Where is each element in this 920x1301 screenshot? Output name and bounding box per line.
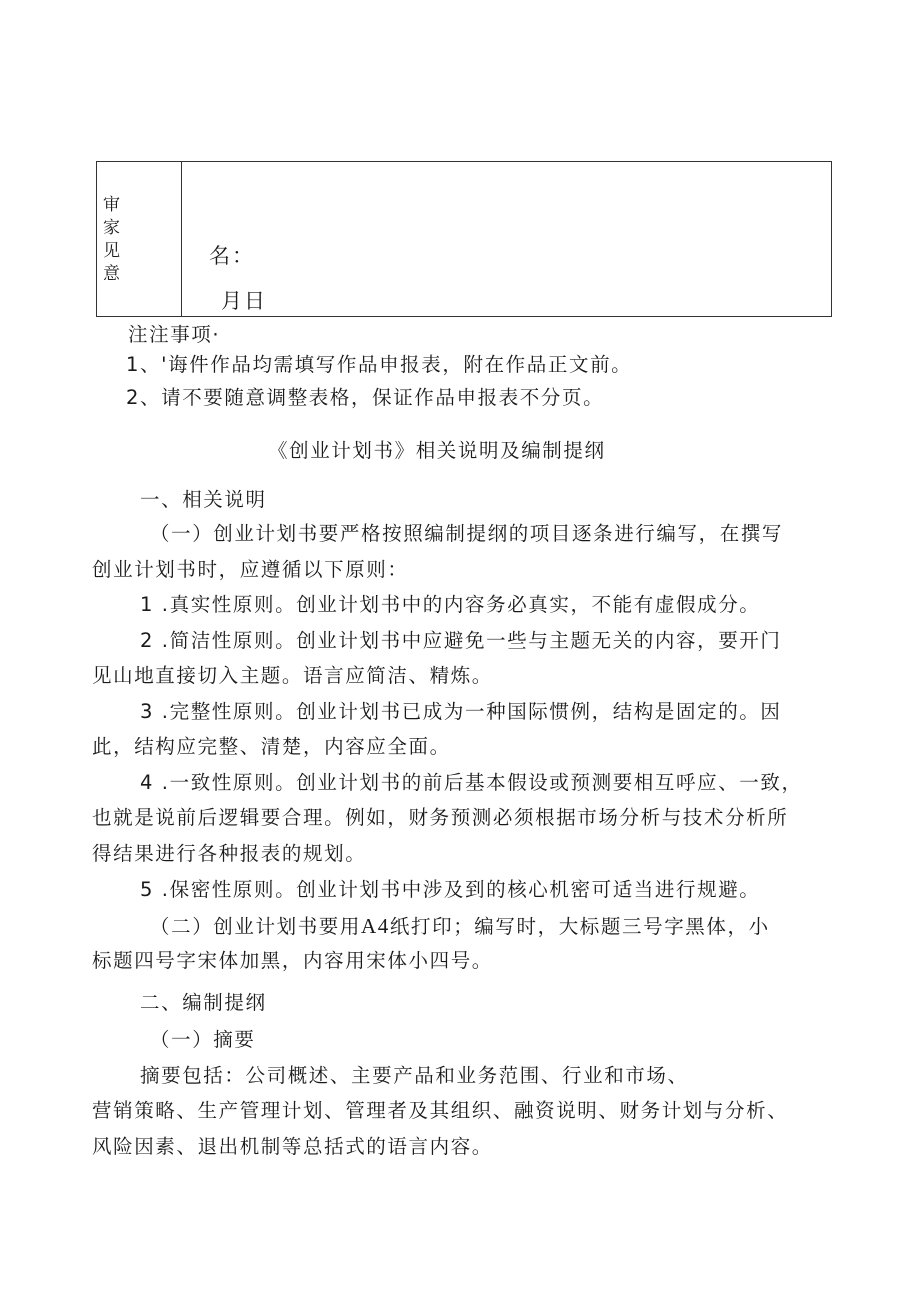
principle-3-line2: 此，结构应完整、清楚，内容应全面。 (92, 735, 451, 758)
para2-line2: 标题四号字宋体加黑，内容用宋体小四号。 (92, 949, 493, 972)
principle-4-line3: 得结果进行各种报表的规划。 (92, 842, 367, 865)
para2-rest: 纸打印；编写时，大标题三号字黑体，小 (389, 915, 770, 938)
summary-line1: 摘要包括：公司概述、主要产品和业务范围、行业和市场、 (140, 1064, 689, 1087)
note-item-2: 2、请不要随意调整表格，保证作品申报表不分页。 (126, 386, 605, 409)
principle-3-line1: 3 .完整性原则。创业计划书已成为一种国际惯例，结构是固定的。因 (140, 700, 782, 723)
principle-2-line2: 见山地直接切入主题。语言应简洁、精炼。 (92, 664, 493, 687)
date-line: 月日 (221, 289, 267, 313)
section2-heading: 二、编制提纲 (140, 991, 267, 1014)
para1-line2: 创业计划书时，应遵循以下原则： (92, 558, 409, 581)
principle-5: 5 .保密性原则。创业计划书中涉及到的核心机密可适当进行规避。 (140, 878, 761, 901)
summary-line2: 营销策略、生产管理计划、管理者及其组织、融资说明、财务计划与分析、 (92, 1099, 789, 1122)
principle-4-line1: 4 .一致性原则。创业计划书的前后基本假设或预测要相互呼应、一致， (140, 771, 803, 794)
para2-a4: A4 (361, 914, 390, 938)
signature-line: 名： (209, 244, 255, 268)
principle-4-line2: 也就是说前后逻辑要合理。例如，财务预测必须根据市场分析与技术分析所 (92, 806, 789, 829)
notes-heading: 注注事项· (128, 323, 221, 346)
summary-line3: 风险因素、退出机制等总括式的语言内容。 (92, 1135, 493, 1158)
section1-heading: 一、相关说明 (140, 488, 267, 511)
para2-line1 (150, 913, 770, 940)
principle-2-line1: 2 .简洁性原则。创业计划书中应避免一些与主题无关的内容，要开门 (140, 629, 782, 652)
note-item-1: 1、'诲件作品均需填写作品申报表，附在作品正文前。 (126, 353, 633, 376)
review-label-cell (97, 162, 182, 316)
principle-1: 1 .真实性原则。创业计划书中的内容务必真实，不能有虚假成分。 (140, 593, 761, 616)
section2-sub1: （一）摘要 (150, 1028, 256, 1051)
para2-prefix: （二）创业计划书要用 (150, 915, 362, 938)
review-label: 审家见意 (103, 195, 120, 284)
doc-title: 《创业计划书》相关说明及编制提纲 (268, 439, 606, 462)
review-table (96, 161, 832, 317)
para1-line1: （一）创业计划书要严格按照编制提纲的项目逐条进行编写，在撰写 (150, 522, 784, 545)
